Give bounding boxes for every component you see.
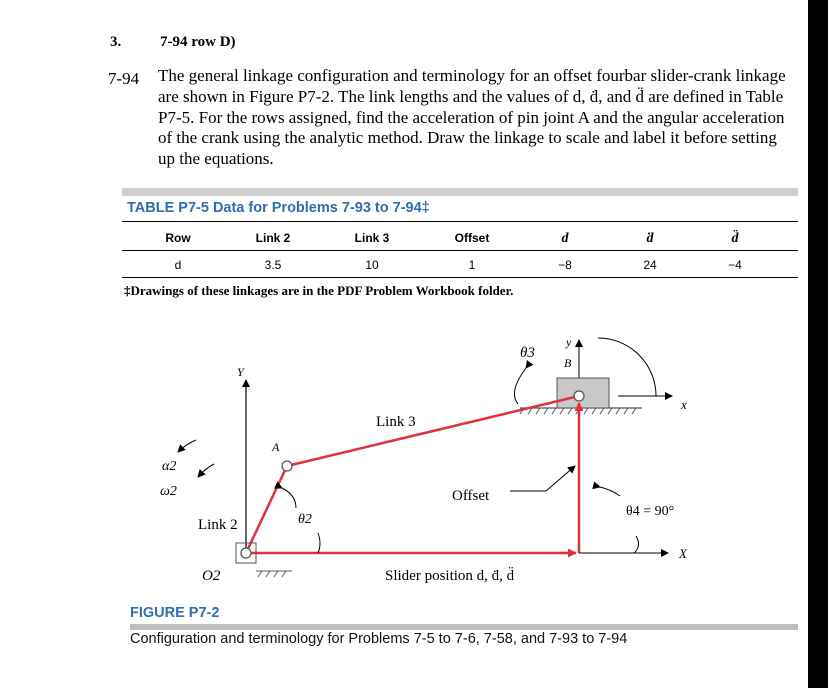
theta2-base-arc: [318, 533, 320, 553]
figure-number: FIGURE P7-2: [130, 605, 220, 621]
label-alpha2: α2: [162, 459, 177, 474]
table-header-d-dot: ḋ: [646, 231, 654, 246]
pin-o2: [241, 548, 251, 558]
table-header-d-ddot: d̈: [731, 231, 739, 246]
link2-line: [246, 466, 287, 553]
label-o2: O2: [202, 568, 221, 584]
link3-line: [287, 396, 579, 466]
table-cell-d-ddot: −4: [728, 258, 742, 272]
table-cell-offset: 1: [468, 258, 476, 272]
label-a: A: [272, 440, 280, 454]
table-header-d: d: [561, 231, 569, 246]
theta2-arc: [282, 488, 296, 508]
problem-number: 7-94: [108, 69, 140, 88]
theta4-arc: [634, 536, 639, 553]
label-link3: Link 3: [376, 414, 416, 430]
label-theta3: θ3: [520, 345, 535, 361]
label-b: B: [564, 356, 572, 370]
theta3-arc: [514, 368, 526, 404]
label-theta2: θ2: [298, 512, 312, 527]
table-title: TABLE P7-5 Data for Problems 7-93 to 7-94‡: [127, 200, 430, 216]
table-header-row: Row: [165, 231, 191, 245]
table-cell-link2: 3.5: [264, 258, 282, 272]
table-header-offset: Offset: [454, 231, 490, 245]
label-omega2: ω2: [160, 484, 177, 499]
table-cell-d-dot: 24: [643, 258, 657, 272]
table-cell-d: −8: [558, 258, 572, 272]
table-footnote: ‡Drawings of these linkages are in the PDF Problem Workbook folder.: [124, 283, 514, 298]
label-y-small: y: [566, 335, 572, 349]
figure-caption-bar: [130, 624, 798, 630]
offset-leader-right: [546, 466, 575, 491]
label-slider-position: Slider position d, ḋ, d̈: [385, 568, 515, 584]
label-x-axis: X: [679, 546, 687, 561]
alpha2-arrow: [178, 440, 196, 452]
label-x-small: x: [681, 397, 687, 412]
table-header-link2: Link 2: [255, 231, 291, 245]
figure-caption: Configuration and terminology for Problems 7-5 to 7-6, 7-58, and 7-93 to 7-94: [130, 631, 628, 647]
label-link2: Link 2: [198, 517, 238, 533]
pin-a: [282, 461, 292, 471]
label-y-axis: Y: [237, 365, 244, 379]
table-header-link3: Link 3: [354, 231, 390, 245]
question-number: 3.: [110, 34, 122, 50]
pin-b: [574, 391, 584, 401]
omega2-arrow: [198, 464, 214, 477]
label-theta4: θ4 = 90°: [626, 504, 675, 519]
table-cell-link3: 10: [365, 258, 379, 272]
table-cell-row: d: [174, 258, 182, 272]
o2-ground-hatch: [258, 571, 286, 577]
question-title: 7-94 row D): [160, 34, 236, 50]
label-offset: Offset: [452, 488, 490, 504]
theta4-leader: [600, 487, 620, 496]
problem-text: The general linkage configuration and terminology for an offset fourbar slider-crank linkage are shown in Figure P7-2. The link lengths and the values of d, ḋ, and d̈ are defined in Table P7-5. For the rows assigned, find the acceleration of pin joint A and the angular acceleration of the crank using the analytic method. Draw the linkage to scale and label it before setting up the equations.: [158, 66, 786, 169]
